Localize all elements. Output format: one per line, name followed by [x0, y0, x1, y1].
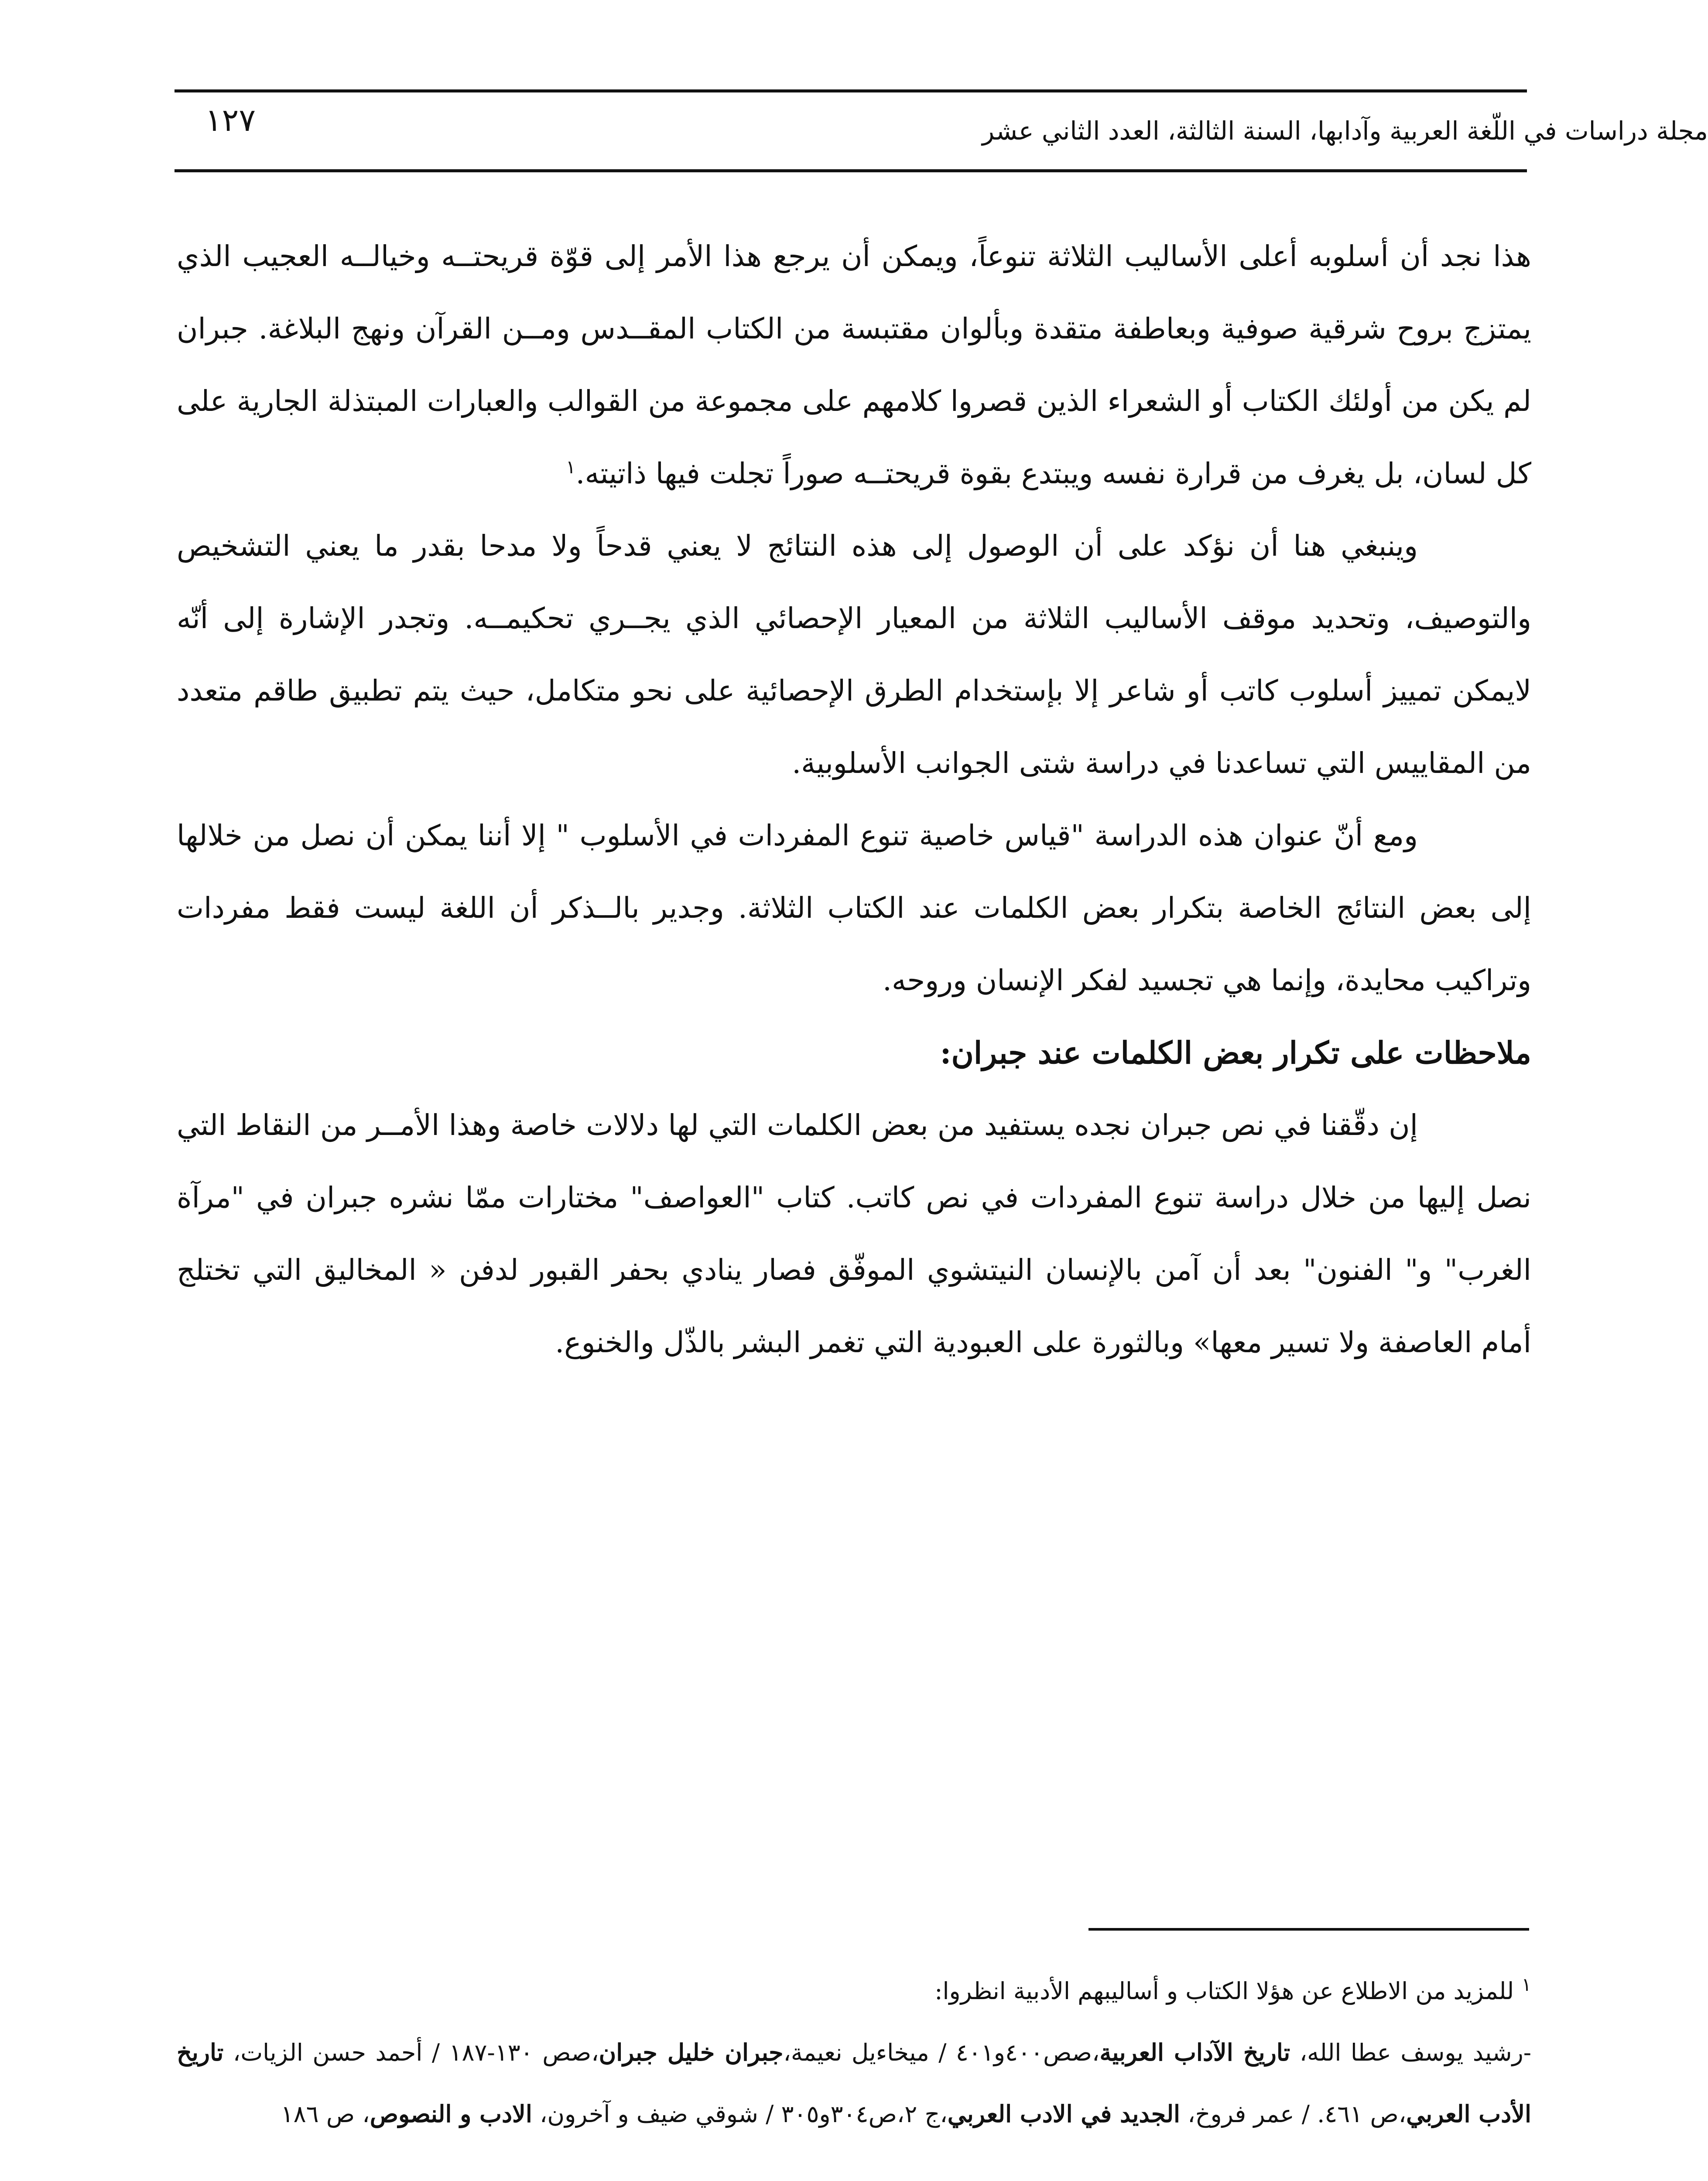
ref4-title: الجديد في الادب العربي [947, 2100, 1181, 2128]
ref1-author: -رشيد يوسف عطا الله، [1299, 2039, 1532, 2066]
article-body [177, 220, 1531, 1379]
paragraph-4: إن دقّقنا في نص جبران نجده يستفيد من بعض الكلمات التي لها دلالات خاصة وهذا الأمــر من النقاط التي نصل إليها من خلال دراسة تنوع المفردات في نص كاتب. كتاب "العواصف" مختارات ممّا نشره جبران في "مرآة الغرب" و" الفنون" بعد أن آمن بالإنسان النيتشوي الموفّق فصار ينادي بحفر القبور لدفن « المخاليق التي تختلج أمام العاصفة ولا تسير معها» وبالثورة على العبودية التي تغمر البشر بالذّل والخنوع. [177, 1108, 1531, 1359]
ref5-pages: ، ص ١٨٦ [281, 2100, 370, 2128]
ref3-pages: ،ص ٤٦١. / عمر فروخ، [1188, 2100, 1407, 2128]
paragraph-3: ومع أنّ عنوان هذه الدراسة "قياس خاصية تنوع المفردات في الأسلوب " إلا أننا يمكن أن نصل من خلالها إلى بعض النتائج الخاصة بتكرار بعض الكلمات عند الكتاب الثلاثة. وجدير بالــذكر أن اللغة ليست فقط مفردات وتراكيب محايدة، وإنما هي تجسيد لفكر الإنسان وروحه. [177, 819, 1531, 997]
ref4-pages: ،ج ٢،ص٣٠٤و٣٠٥ / شوقي ضيف و آخرون، [540, 2100, 948, 2128]
paragraph-1-text: هذا نجد أن أسلوبه أعلى الأساليب الثلاثة تنوعاً، ويمكن أن يرجع هذا الأمر إلى قوّة قريحتــه وخيالــه العجيب الذي يمتزج بروح شرقية صوفية وبعاطفة متقدة وبألوان مقتبسة من الكتاب المقــدس ومــن القرآن ونهج البلاغة. جبران لم يكن من أولئك الكتاب أو الشعراء الذين قصروا كلامهم على مجموعة من القوالب والعبارات المبتذلة الجارية على كل لسان، بل يغرف من قرارة نفسه ويبتدع بقوة قريحتــه صوراً تجلت فيها ذاتيته. [177, 239, 1531, 490]
paragraph-2: وينبغي هنا أن نؤكد على أن الوصول إلى هذه النتائج لا يعني قدحاً ولا مدحا بقدر ما يعني التشخيص والتوصيف، وتحديد موقف الأساليب الثلاثة من المعيار الإحصائي الذي يجــري تحكيمــه. وتجدر الإشارة إلى أنّه لايمكن تمييز أسلوب كاتب أو شاعر إلا بإستخدام الطرق الإحصائية على نحو متكامل، حيث يتم تطبيق طاقم متعدد من المقاييس التي تساعدنا في دراسة شتى الجوانب الأسلوبية. [177, 529, 1531, 780]
ref3-title: تاريخ الأدب العربي [177, 2038, 1531, 2128]
page-number: ١٢٧ [205, 102, 256, 138]
footnote-separator [1088, 1928, 1529, 1931]
section-heading: ملاحظات على تكرار بعض الكلمات عند جبران: [940, 1035, 1531, 1071]
ref1-pages: ،صص٤٠٠و٤٠١ / ميخاءيل نعيمة، [783, 2039, 1100, 2066]
header-rule-top [175, 89, 1527, 92]
footnote-references [177, 2022, 1531, 2145]
footnote-intro [177, 1961, 1531, 2022]
ref2-pages: ،صص ١٣٠-١٨٧ / أحمد حسن الزيات، [233, 2039, 599, 2066]
ref1-title: تاريخ الآداب العربية [1099, 2038, 1290, 2066]
ref5-title: الادب و النصوص [370, 2100, 532, 2128]
footnote-intro-text: للمزيد من الاطلاع عن هؤلا الكتاب و أساليبهم الأدبية انظروا: [934, 1977, 1514, 2005]
footnote-mark: ١ [1521, 1974, 1531, 1995]
footnotes [177, 1961, 1531, 2145]
header-rule-bottom [175, 169, 1527, 172]
journal-title: مجلة دراسات في اللّغة العربية وآدابها، السنة الثالثة، العدد الثاني عشر [982, 116, 1708, 146]
footnote-reference: ١ [565, 456, 576, 478]
paragraph-1 [177, 220, 1531, 510]
ref2-title: جبران خليل جبران [599, 2038, 784, 2066]
